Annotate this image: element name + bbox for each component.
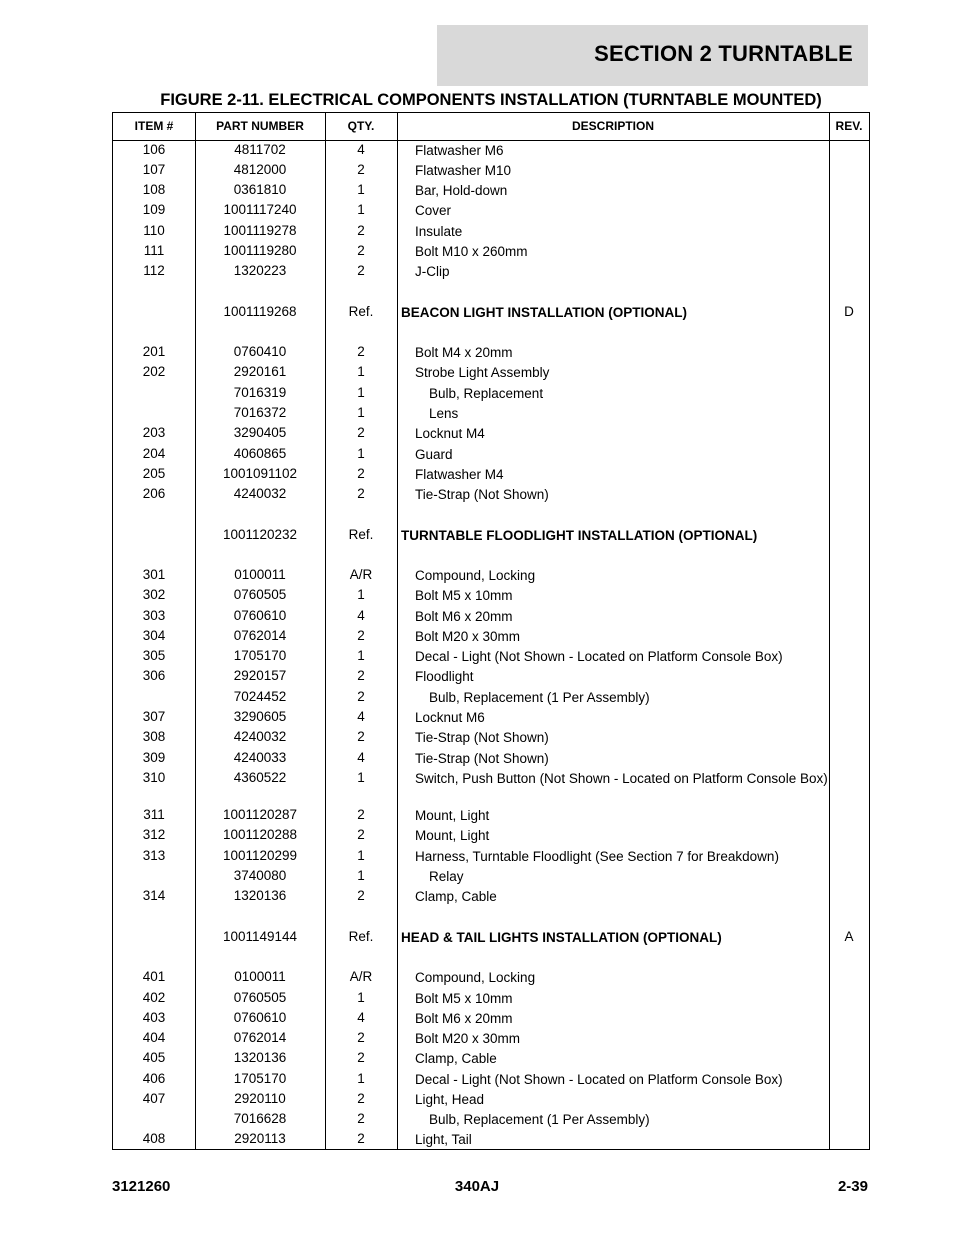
figure-title: FIGURE 2-11. ELECTRICAL COMPONENTS INSTALLATION (TURNTABLE MOUNTED) — [160, 91, 822, 109]
description: Clamp, Cable — [415, 889, 497, 904]
description: Mount, Light — [415, 808, 490, 823]
quantity: 1 — [357, 770, 365, 785]
quantity: 2 — [357, 425, 365, 440]
quantity: 2 — [357, 1091, 365, 1106]
part-number: 1320136 — [233, 888, 287, 903]
description: Bolt M20 x 30mm — [415, 629, 521, 644]
quantity: 4 — [357, 750, 365, 765]
item-number: 314 — [142, 888, 166, 903]
quantity: 2 — [357, 466, 365, 481]
page-number: 2-39 — [837, 1178, 868, 1195]
description: Bolt M10 x 260mm — [415, 244, 528, 259]
item-number: 308 — [142, 729, 166, 744]
quantity: 2 — [357, 223, 365, 238]
description: Tie-Strap (Not Shown) — [415, 751, 549, 766]
part-number: 3740080 — [233, 868, 287, 883]
description: Tie-Strap (Not Shown) — [415, 730, 549, 745]
description: Bolt M20 x 30mm — [415, 1031, 521, 1046]
part-number: 0762014 — [233, 1030, 287, 1045]
section-title: SECTION 2 TURNTABLE — [594, 41, 853, 66]
description: Bulb, Replacement (1 Per Assembly) — [429, 1112, 650, 1127]
item-number: 408 — [142, 1131, 166, 1146]
item-number: 202 — [142, 364, 166, 379]
description: Tie-Strap (Not Shown) — [415, 487, 549, 502]
description: Strobe Light Assembly — [415, 365, 550, 380]
quantity: 2 — [357, 1131, 365, 1146]
header-qty: QTY. — [347, 119, 375, 133]
description: Bulb, Replacement — [429, 386, 544, 401]
part-number: 4240032 — [233, 486, 287, 501]
quantity: 1 — [357, 202, 365, 217]
quantity: Ref. — [348, 929, 374, 944]
quantity: 1 — [357, 385, 365, 400]
description: Flatwasher M10 — [415, 163, 512, 178]
part-number: 7024452 — [233, 689, 287, 704]
header-rev: REV. — [835, 119, 863, 133]
part-number: 4811702 — [234, 142, 286, 157]
column-divider — [397, 113, 398, 1149]
header-description: DESCRIPTION — [571, 119, 654, 133]
part-number: 0760505 — [233, 990, 287, 1005]
item-number: 403 — [142, 1010, 166, 1025]
description: TURNTABLE FLOODLIGHT INSTALLATION (OPTIONAL) — [401, 528, 758, 543]
quantity: 1 — [357, 848, 365, 863]
description: Light, Head — [415, 1092, 485, 1107]
quantity: 2 — [357, 243, 365, 258]
quantity: 2 — [357, 486, 365, 501]
description: Mount, Light — [415, 828, 490, 843]
item-number: 304 — [142, 628, 166, 643]
part-number: 1320136 — [233, 1050, 287, 1065]
description: Locknut M4 — [415, 426, 485, 441]
quantity: 1 — [357, 990, 365, 1005]
description: Bolt M4 x 20mm — [415, 345, 513, 360]
part-number: 0760410 — [233, 344, 287, 359]
quantity: 2 — [357, 1050, 365, 1065]
part-number: 2920110 — [234, 1091, 286, 1106]
description: Lens — [429, 406, 459, 421]
item-number: 111 — [143, 243, 165, 258]
part-number: 3290605 — [233, 709, 287, 724]
part-number: 4240032 — [233, 729, 287, 744]
header-part-number: PART NUMBER — [216, 119, 304, 133]
quantity: 2 — [357, 668, 365, 683]
quantity: 4 — [357, 709, 365, 724]
quantity: 2 — [357, 689, 365, 704]
description: Guard — [415, 447, 453, 462]
description: Relay — [429, 869, 464, 884]
description: Cover — [415, 203, 452, 218]
part-number: 0762014 — [233, 628, 287, 643]
item-number: 307 — [142, 709, 166, 724]
part-number: 1001119280 — [223, 243, 297, 258]
quantity: 2 — [357, 1030, 365, 1045]
item-number: 106 — [142, 142, 166, 157]
part-number: 4240033 — [233, 750, 287, 765]
item-number: 305 — [142, 648, 166, 663]
item-number: 112 — [143, 263, 165, 278]
description: BEACON LIGHT INSTALLATION (OPTIONAL) — [401, 305, 687, 320]
quantity: Ref. — [348, 527, 374, 542]
item-number: 312 — [142, 827, 166, 842]
quantity: 4 — [357, 1010, 365, 1025]
description: Bolt M5 x 10mm — [415, 991, 513, 1006]
part-number: 7016319 — [233, 385, 287, 400]
item-number: 203 — [142, 425, 166, 440]
quantity: A/R — [349, 969, 373, 984]
header-item: ITEM # — [134, 119, 174, 133]
item-number: 401 — [142, 969, 166, 984]
item-number: 303 — [142, 608, 166, 623]
quantity: 4 — [357, 142, 365, 157]
description: Clamp, Cable — [415, 1051, 497, 1066]
part-number: 7016372 — [233, 405, 287, 420]
description: Compound, Locking — [415, 568, 536, 583]
description: Harness, Turntable Floodlight (See Section 7 for Breakdown) — [415, 849, 779, 864]
description: Floodlight — [415, 669, 474, 684]
item-number: 406 — [142, 1071, 166, 1086]
quantity: 2 — [357, 344, 365, 359]
description: HEAD & TAIL LIGHTS INSTALLATION (OPTIONAL) — [401, 930, 722, 945]
revision: A — [844, 929, 854, 944]
parts-table — [112, 112, 870, 1150]
part-number: 1001120287 — [222, 807, 298, 822]
description: Flatwasher M4 — [415, 467, 504, 482]
section-banner — [437, 25, 868, 86]
quantity: 2 — [357, 628, 365, 643]
part-number: 1001120288 — [222, 827, 298, 842]
quantity: 2 — [357, 162, 365, 177]
description: Decal - Light (Not Shown - Located on Platform Console Box) — [415, 1072, 783, 1087]
item-number: 402 — [142, 990, 166, 1005]
quantity: 2 — [357, 807, 365, 822]
quantity: 2 — [357, 729, 365, 744]
quantity: 2 — [357, 888, 365, 903]
part-number: 4060865 — [233, 446, 287, 461]
description: Locknut M6 — [415, 710, 485, 725]
part-number: 3290405 — [233, 425, 287, 440]
part-number: 1001119268 — [223, 304, 297, 319]
part-number: 1705170 — [233, 1071, 287, 1086]
part-number: 1001117240 — [223, 202, 297, 217]
item-number: 313 — [142, 848, 166, 863]
part-number: 1001119278 — [223, 223, 297, 238]
part-number: 1705170 — [233, 648, 287, 663]
item-number: 110 — [143, 223, 165, 238]
part-number: 1001120232 — [222, 527, 298, 542]
part-number: 0760505 — [233, 587, 287, 602]
part-number: 2920157 — [233, 668, 287, 683]
item-number: 311 — [143, 807, 165, 822]
description: Bolt M6 x 20mm — [415, 609, 513, 624]
part-number: 4812000 — [233, 162, 287, 177]
part-number: 0361810 — [233, 182, 287, 197]
quantity: 2 — [357, 827, 365, 842]
description: Switch, Push Button (Not Shown - Located on Platform Console Box) — [415, 771, 828, 786]
part-number: 0760610 — [233, 1010, 287, 1025]
part-number: 1001120299 — [222, 848, 298, 863]
quantity: 1 — [357, 364, 365, 379]
part-number: 1001149144 — [222, 929, 298, 944]
description: Bolt M6 x 20mm — [415, 1011, 513, 1026]
part-number: 4360522 — [233, 770, 287, 785]
description: Bulb, Replacement (1 Per Assembly) — [429, 690, 650, 705]
item-number: 108 — [142, 182, 166, 197]
item-number: 306 — [142, 668, 166, 683]
quantity: 1 — [357, 648, 365, 663]
quantity: A/R — [349, 567, 373, 582]
description: Flatwasher M6 — [415, 143, 504, 158]
quantity: 1 — [357, 446, 365, 461]
part-number: 0100011 — [234, 969, 286, 984]
item-number: 309 — [142, 750, 166, 765]
item-number: 206 — [142, 486, 166, 501]
description: Insulate — [415, 224, 463, 239]
model-number: 340AJ — [454, 1178, 500, 1195]
doc-number: 3121260 — [112, 1178, 171, 1195]
item-number: 204 — [142, 446, 166, 461]
quantity: 1 — [357, 868, 365, 883]
item-number: 302 — [142, 587, 166, 602]
revision: D — [844, 304, 854, 319]
part-number: 0100011 — [234, 567, 286, 582]
quantity: 4 — [357, 608, 365, 623]
description: Bolt M5 x 10mm — [415, 588, 513, 603]
part-number: 7016628 — [233, 1111, 287, 1126]
item-number: 407 — [142, 1091, 166, 1106]
part-number: 2920161 — [233, 364, 287, 379]
quantity: 1 — [357, 182, 365, 197]
quantity: 2 — [357, 1111, 365, 1126]
table-header — [113, 113, 869, 141]
description: Decal - Light (Not Shown - Located on Platform Console Box) — [415, 649, 783, 664]
quantity: Ref. — [348, 304, 374, 319]
description: Bar, Hold-down — [415, 183, 508, 198]
quantity: 1 — [357, 405, 365, 420]
item-number: 301 — [142, 567, 166, 582]
quantity: 1 — [357, 1071, 365, 1086]
description: J-Clip — [415, 264, 450, 279]
quantity: 2 — [357, 263, 365, 278]
item-number: 404 — [142, 1030, 166, 1045]
part-number: 2920113 — [234, 1131, 286, 1146]
item-number: 205 — [142, 466, 166, 481]
part-number: 1001091102 — [222, 466, 298, 481]
description: Light, Tail — [415, 1132, 472, 1147]
item-number: 107 — [142, 162, 166, 177]
item-number: 310 — [142, 770, 166, 785]
item-number: 201 — [142, 344, 166, 359]
description: Compound, Locking — [415, 970, 536, 985]
item-number: 405 — [142, 1050, 166, 1065]
part-number: 0760610 — [233, 608, 287, 623]
item-number: 109 — [142, 202, 166, 217]
part-number: 1320223 — [233, 263, 287, 278]
quantity: 1 — [357, 587, 365, 602]
